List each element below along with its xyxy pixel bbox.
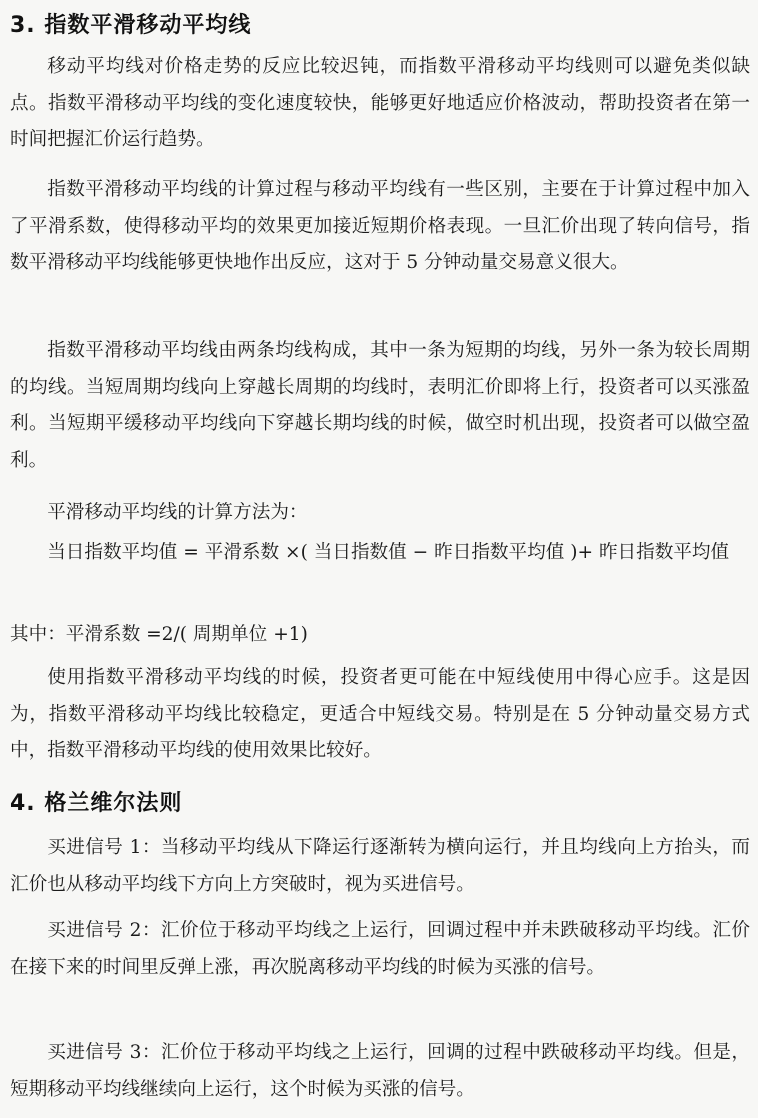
formula-note: 其中：平滑系数 =2/( 周期单位 +1) (10, 624, 308, 645)
buy-signal-3-paragraph: 买进信号 3：汇价位于移动平均线之上运行，回调的过程中跌破移动平均线。但是，短期移动平均线继续向上运行，这个时候为买涨的信号。 (10, 1042, 750, 1100)
section-3-closing-paragraph: 使用指数平滑移动平均线的时候，投资者更可能在中短线使用中得心应手。这是因为，指数平滑移动平均线比较稳定，更适合中短线交易。特别是在 5 分钟动量交易方式中，指数平滑移动平均线的使用效果比较好。 (10, 667, 750, 761)
formula-paragraph: 当日指数平均值 = 平滑系数 ×( 当日指数值 − 昨日指数平均值 )+ 昨日指数平均值 (47, 542, 730, 563)
section-3-heading: 3. 指数平滑移动平均线 (10, 13, 252, 38)
section-3-paragraph-4: 平滑移动平均线的计算方法为： (47, 502, 308, 523)
section-4-heading: 4. 格兰维尔法则 (10, 791, 183, 816)
buy-signal-2-paragraph: 买进信号 2：汇价位于移动平均线之上运行，回调过程中并未跌破移动平均线。汇价在接下来的时间里反弹上涨，再次脱离移动平均线的时候为买涨的信号。 (10, 920, 750, 978)
section-3-paragraph-2: 指数平滑移动平均线的计算过程与移动平均线有一些区别，主要在于计算过程中加入了平滑系数，使得移动平均的效果更加接近短期价格表现。一旦汇价出现了转向信号，指数平滑移动平均线能够更快地作出反应，这对于 5 分钟动量交易意义很大。 (10, 179, 750, 273)
buy-signal-1-paragraph: 买进信号 1：当移动平均线从下降运行逐渐转为横向运行，并且均线向上方抬头，而汇价也从移动平均线下方向上方突破时，视为买进信号。 (10, 837, 750, 895)
section-3-paragraph-1: 移动平均线对价格走势的反应比较迟钝，而指数平滑移动平均线则可以避免类似缺点。指数平滑移动平均线的变化速度较快，能够更好地适应价格波动，帮助投资者在第一时间把握汇价运行趋势。 (10, 56, 750, 150)
section-3-paragraph-3: 指数平滑移动平均线由两条均线构成，其中一条为短期的均线，另外一条为较长周期的均线。当短周期均线向上穿越长周期的均线时，表明汇价即将上行，投资者可以买涨盈利。当短期平缓移动平均线向下穿越长期均线的时候，做空时机出现，投资者可以做空盈利。 (10, 340, 750, 471)
